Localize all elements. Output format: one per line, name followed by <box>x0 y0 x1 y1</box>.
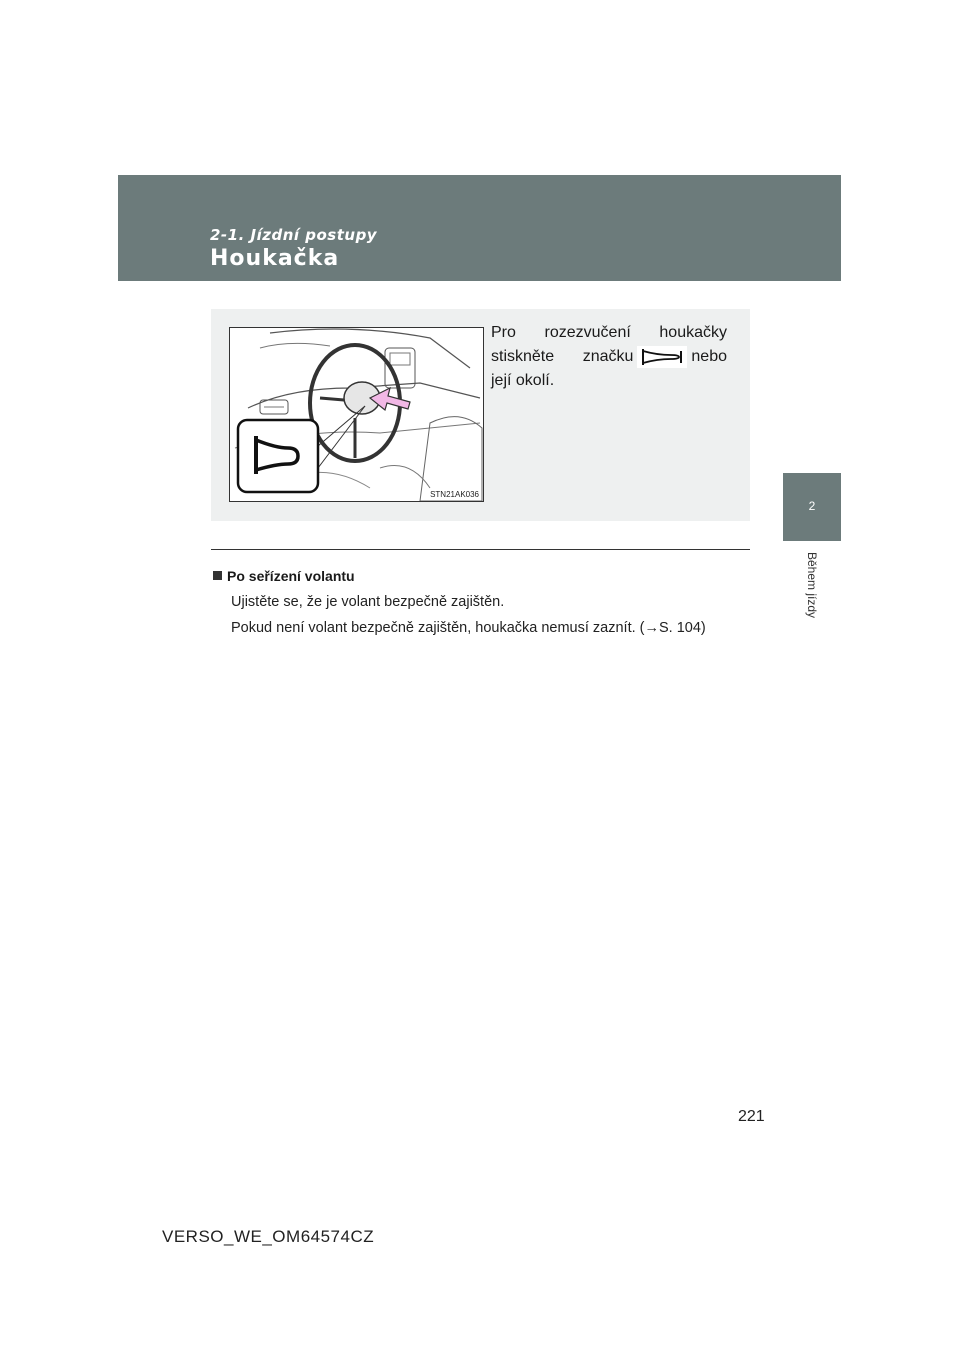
section-divider <box>211 549 750 550</box>
square-bullet-icon <box>213 571 222 580</box>
chapter-number: 2 <box>808 499 816 513</box>
horn-icon <box>637 346 687 368</box>
instruction-text-start: Pro rozezvučení houkačky stiskněte značku <box>491 324 727 365</box>
note-heading-text: Po seřízení volantu <box>227 568 355 584</box>
note-line-2: Pokud není volant bezpečně zajištěn, houkačka nemusí zaznít. (→S. 104) <box>231 620 706 636</box>
note-section <box>213 568 753 646</box>
dashboard-drawing <box>230 328 483 501</box>
page-title: Houkačka <box>210 246 340 271</box>
chapter-label: Během jízdy <box>805 551 819 619</box>
page-number: 221 <box>738 1108 765 1125</box>
note-line-1: Ujistěte se, že je volant bezpečně zajištěn. <box>231 594 505 610</box>
instruction-text <box>491 321 727 393</box>
illustration-panel <box>211 309 750 521</box>
section-title: 2-1. Jízdní postupy <box>210 226 378 244</box>
chapter-tab[interactable] <box>783 473 841 541</box>
chapter-header <box>118 175 841 281</box>
figure-code: STN21AK036 <box>430 490 479 499</box>
document-code: VERSO_WE_OM64574CZ <box>162 1227 375 1246</box>
steering-wheel-illustration <box>229 327 484 502</box>
instruction-text-end: nebo její okolí. <box>491 348 727 389</box>
note-heading <box>213 568 753 584</box>
